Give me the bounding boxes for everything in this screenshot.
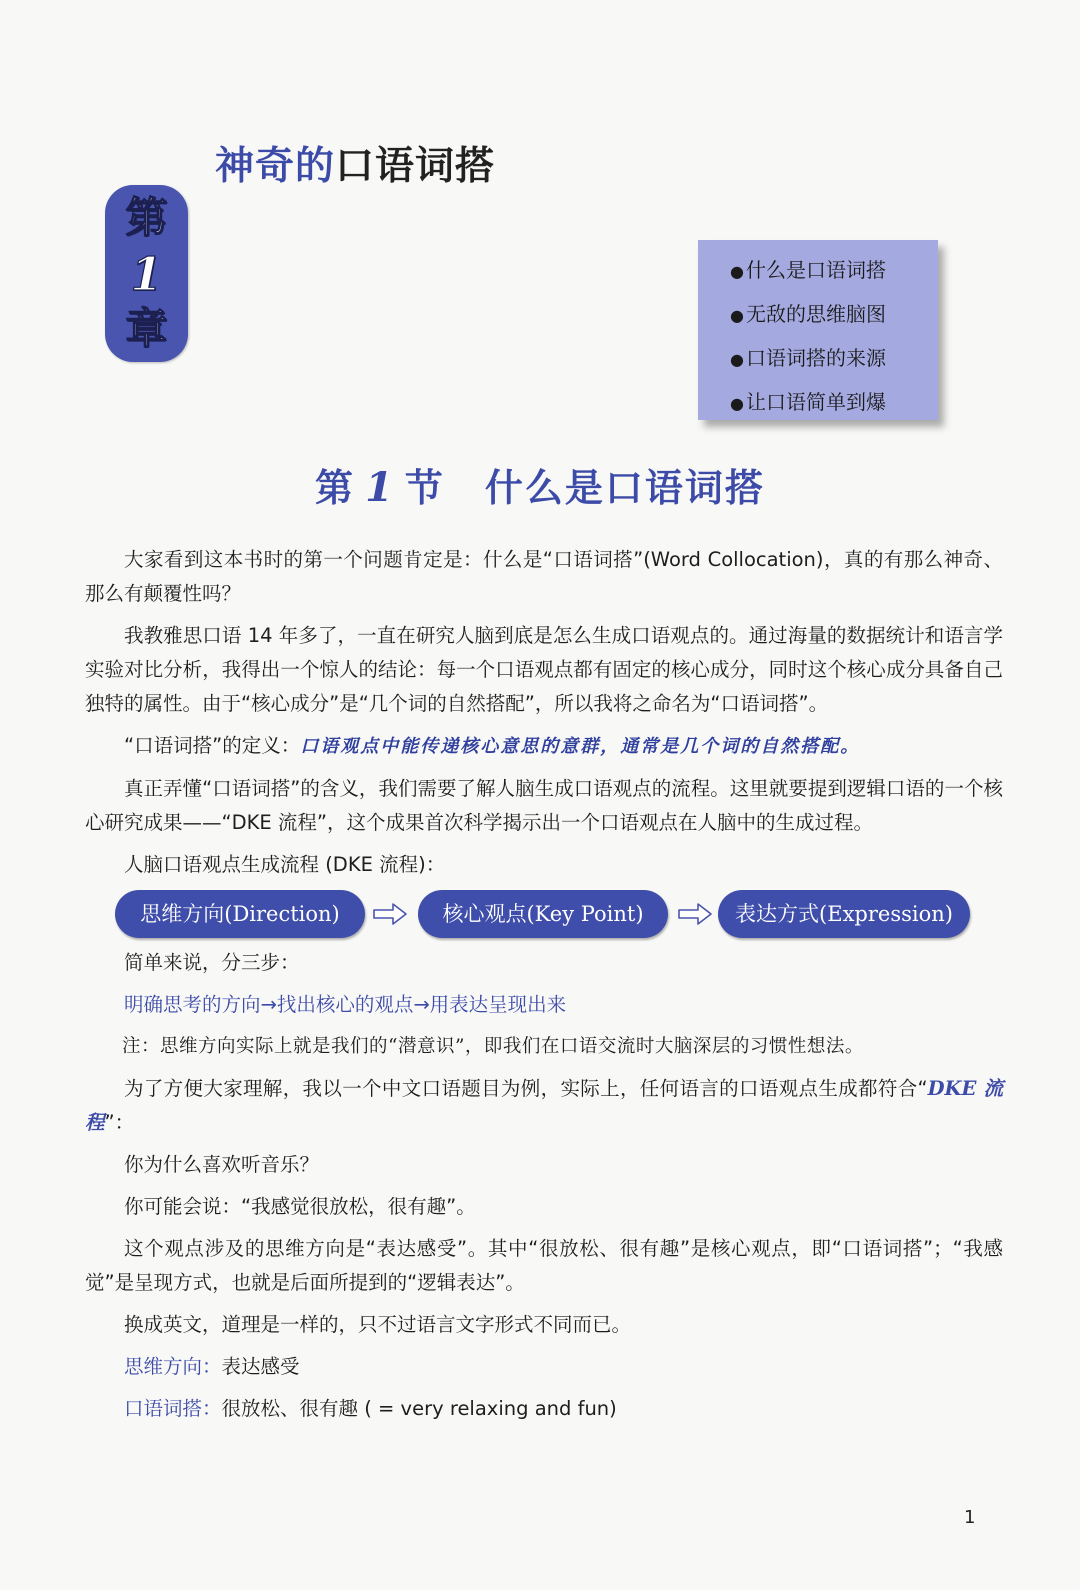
- body-text: [85, 543, 1003, 1434]
- paragraph: 人脑口语观点生成流程 (DKE 流程)：: [124, 853, 446, 876]
- chapter-badge-number: 1: [130, 246, 163, 301]
- paragraph: 大家看到这本书时的第一个问题肯定是：什么是“口语词搭”(Word Collocation)，真的有那么神奇、那么有颠覆性吗？: [85, 548, 1003, 605]
- section-heading: [0, 460, 1080, 516]
- contents-item-label: 什么是口语词搭: [745, 258, 886, 282]
- chapter-badge-char: 第: [125, 192, 168, 242]
- definition-paragraph: [85, 729, 1003, 764]
- chapter-badge: [105, 185, 188, 362]
- section-title: 什么是口语词搭: [484, 466, 765, 510]
- bullet-icon: ●: [730, 306, 744, 325]
- definition-label: “口语词搭”的定义：: [124, 734, 301, 757]
- contents-item: [730, 337, 938, 381]
- contents-item-label: 口语词搭的来源: [745, 346, 886, 370]
- dke-flow-diagram: [85, 890, 1003, 938]
- bullet-icon: ●: [730, 394, 744, 413]
- contents-item: [730, 381, 938, 425]
- direction-label: 思维方向：: [124, 1355, 222, 1378]
- flow-step-direction: 思维方向(Direction): [115, 890, 365, 938]
- chapter-contents-box: [698, 240, 938, 420]
- flow-step-expression: 表达方式(Expression): [718, 890, 970, 938]
- contents-item-label: 无敌的思维脑图: [745, 302, 886, 326]
- section-prefix: 第: [315, 466, 356, 510]
- paragraph-text: 为了方便大家理解，我以一个中文口语题目为例，实际上，任何语言的口语观点生成都符合“: [124, 1077, 928, 1100]
- paragraph: 换成英文，道理是一样的，只不过语言文字形式不同而已。: [124, 1313, 632, 1336]
- three-steps-line: 明确思考的方向→找出核心的观点→用表达呈现出来: [124, 993, 567, 1016]
- paragraph-text: ”：: [104, 1111, 135, 1134]
- paragraph: 我教雅思口语 14 年多了，一直在研究人脑到底是怎么生成口语观点的。通过海量的数据统计和语言学实验对比分析，我得出一个惊人的结论：每一个口语观点都有固定的核心成分，同时这个核心成分具备自己独特的属性。由于“核心成分”是“几个词的自然搭配”，所以我将之命名为“口语词搭”。: [85, 624, 1003, 715]
- example-question: 你为什么喜欢听音乐？: [124, 1153, 320, 1176]
- paragraph: 这个观点涉及的思维方向是“表达感受”。其中“很放松、很有趣”是核心观点，即“口语词搭”；“我感觉”是呈现方式，也就是后面所提到的“逻辑表达”。: [85, 1237, 1003, 1294]
- chapter-title-colored: 神奇的: [215, 144, 336, 189]
- direction-value: 表达感受: [221, 1355, 300, 1378]
- contents-item: [730, 293, 938, 337]
- collocation-line: [85, 1392, 1003, 1426]
- chapter-badge-char: 章: [125, 304, 168, 354]
- collocation-value: 很放松、很有趣 ( = very relaxing and fun): [221, 1397, 617, 1420]
- flow-step-key-point: 核心观点(Key Point): [418, 890, 668, 938]
- direction-line: [85, 1350, 1003, 1384]
- outline-arrow-right-icon: [678, 902, 712, 926]
- chapter-title-rest: 口语词搭: [335, 144, 496, 189]
- paragraph: 简单来说，分三步：: [124, 951, 300, 974]
- outline-arrow-right-icon: [373, 902, 407, 926]
- chapter-title: [215, 140, 495, 194]
- collocation-label: 口语词搭：: [124, 1397, 222, 1420]
- contents-item: [730, 249, 938, 293]
- page-number: 1: [964, 1507, 976, 1528]
- paragraph: [85, 1072, 1003, 1140]
- note: 注：思维方向实际上就是我们的“潜意识”，即我们在口语交流时大脑深层的习惯性想法。: [122, 1036, 864, 1057]
- bullet-icon: ●: [730, 350, 744, 369]
- dke-highlight: DKE 流程: [85, 1077, 1003, 1134]
- example-answer: 你可能会说：“我感觉很放松，很有趣”。: [124, 1195, 476, 1218]
- section-suffix: 节: [404, 466, 445, 510]
- bullet-icon: ●: [730, 262, 744, 281]
- contents-item-label: 让口语简单到爆: [745, 390, 886, 414]
- definition-text: 口语观点中能传递核心意思的意群，通常是几个词的自然搭配。: [300, 736, 861, 757]
- section-number: 1: [365, 464, 395, 511]
- paragraph: 真正弄懂“口语词搭”的含义，我们需要了解人脑生成口语观点的流程。这里就要提到逻辑口语的一个核心研究成果——“DKE 流程”，这个成果首次科学揭示出一个口语观点在人脑中的生成过程。: [85, 777, 1003, 834]
